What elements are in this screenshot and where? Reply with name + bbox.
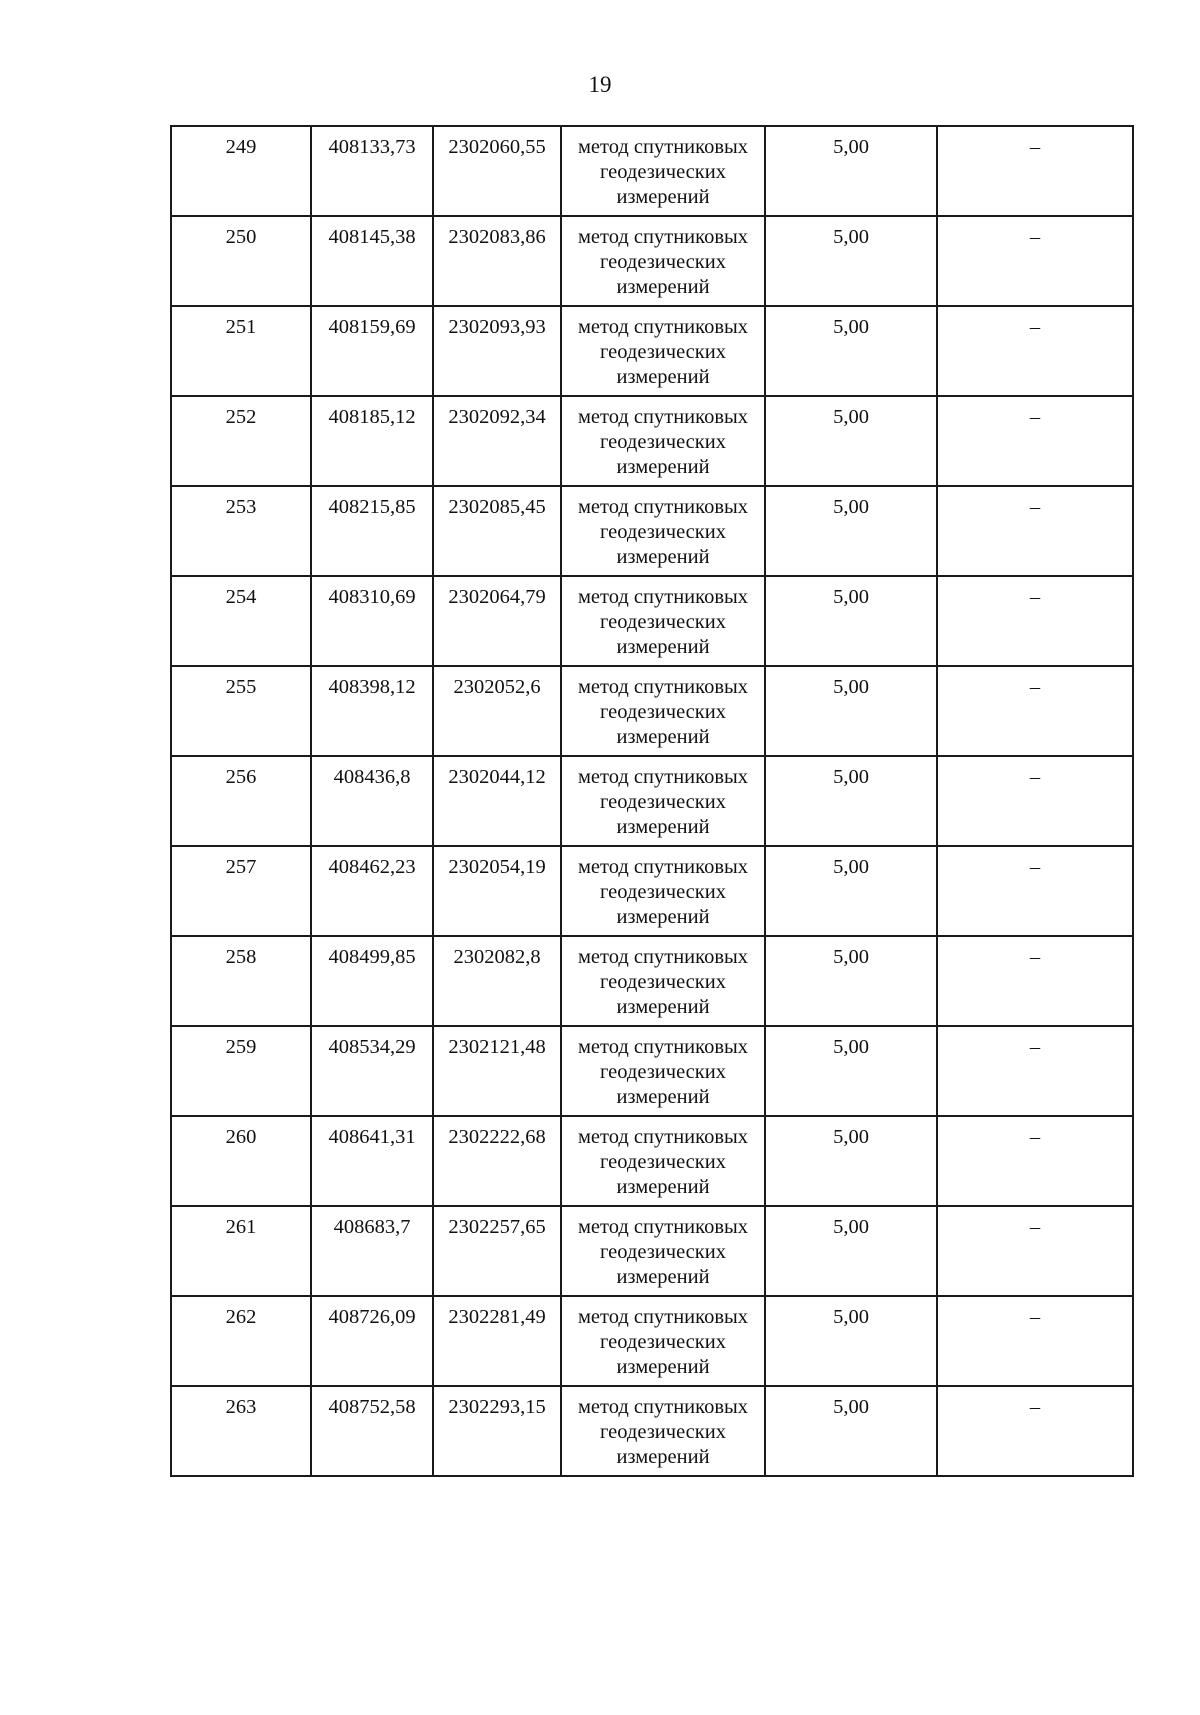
note-cell: – bbox=[937, 846, 1133, 936]
point-number-cell: 254 bbox=[171, 576, 311, 666]
accuracy-cell: 5,00 bbox=[765, 1206, 937, 1296]
note-cell: – bbox=[937, 1116, 1133, 1206]
y-coordinate-cell: 2302085,45 bbox=[433, 486, 561, 576]
table-row bbox=[171, 1026, 1133, 1116]
note-cell: – bbox=[937, 576, 1133, 666]
note-cell: – bbox=[937, 126, 1133, 216]
point-number-cell: 259 bbox=[171, 1026, 311, 1116]
method-cell: метод спутниковых геодезических измерений bbox=[561, 1386, 765, 1476]
table-row bbox=[171, 306, 1133, 396]
point-number-cell: 262 bbox=[171, 1296, 311, 1386]
note-cell: – bbox=[937, 1296, 1133, 1386]
point-number-cell: 261 bbox=[171, 1206, 311, 1296]
point-number-cell: 258 bbox=[171, 936, 311, 1026]
x-coordinate-cell: 408133,73 bbox=[311, 126, 433, 216]
accuracy-cell: 5,00 bbox=[765, 846, 937, 936]
point-number-cell: 249 bbox=[171, 126, 311, 216]
accuracy-cell: 5,00 bbox=[765, 126, 937, 216]
x-coordinate-cell: 408159,69 bbox=[311, 306, 433, 396]
accuracy-cell: 5,00 bbox=[765, 486, 937, 576]
method-cell: метод спутниковых геодезических измерений bbox=[561, 576, 765, 666]
note-cell: – bbox=[937, 396, 1133, 486]
accuracy-cell: 5,00 bbox=[765, 756, 937, 846]
method-cell: метод спутниковых геодезических измерений bbox=[561, 936, 765, 1026]
point-number-cell: 255 bbox=[171, 666, 311, 756]
point-number-cell: 253 bbox=[171, 486, 311, 576]
y-coordinate-cell: 2302060,55 bbox=[433, 126, 561, 216]
method-cell: метод спутниковых геодезических измерений bbox=[561, 486, 765, 576]
method-cell: метод спутниковых геодезических измерений bbox=[561, 846, 765, 936]
x-coordinate-cell: 408185,12 bbox=[311, 396, 433, 486]
method-cell: метод спутниковых геодезических измерений bbox=[561, 126, 765, 216]
x-coordinate-cell: 408534,29 bbox=[311, 1026, 433, 1116]
method-cell: метод спутниковых геодезических измерений bbox=[561, 666, 765, 756]
note-cell: – bbox=[937, 486, 1133, 576]
accuracy-cell: 5,00 bbox=[765, 216, 937, 306]
y-coordinate-cell: 2302281,49 bbox=[433, 1296, 561, 1386]
method-cell: метод спутниковых геодезических измерений bbox=[561, 1116, 765, 1206]
note-cell: – bbox=[937, 306, 1133, 396]
x-coordinate-cell: 408398,12 bbox=[311, 666, 433, 756]
y-coordinate-cell: 2302121,48 bbox=[433, 1026, 561, 1116]
table-row bbox=[171, 1206, 1133, 1296]
note-cell: – bbox=[937, 1026, 1133, 1116]
x-coordinate-cell: 408145,38 bbox=[311, 216, 433, 306]
accuracy-cell: 5,00 bbox=[765, 1116, 937, 1206]
note-cell: – bbox=[937, 1206, 1133, 1296]
table-row bbox=[171, 1116, 1133, 1206]
note-cell: – bbox=[937, 756, 1133, 846]
y-coordinate-cell: 2302044,12 bbox=[433, 756, 561, 846]
coordinates-table-body bbox=[171, 126, 1133, 1476]
y-coordinate-cell: 2302064,79 bbox=[433, 576, 561, 666]
accuracy-cell: 5,00 bbox=[765, 666, 937, 756]
y-coordinate-cell: 2302052,6 bbox=[433, 666, 561, 756]
point-number-cell: 251 bbox=[171, 306, 311, 396]
point-number-cell: 263 bbox=[171, 1386, 311, 1476]
accuracy-cell: 5,00 bbox=[765, 1296, 937, 1386]
x-coordinate-cell: 408310,69 bbox=[311, 576, 433, 666]
x-coordinate-cell: 408683,7 bbox=[311, 1206, 433, 1296]
method-cell: метод спутниковых геодезических измерений bbox=[561, 306, 765, 396]
accuracy-cell: 5,00 bbox=[765, 1026, 937, 1116]
table-row bbox=[171, 396, 1133, 486]
accuracy-cell: 5,00 bbox=[765, 1386, 937, 1476]
y-coordinate-cell: 2302054,19 bbox=[433, 846, 561, 936]
page-number: 19 bbox=[588, 72, 612, 97]
y-coordinate-cell: 2302257,65 bbox=[433, 1206, 561, 1296]
method-cell: метод спутниковых геодезических измерений bbox=[561, 216, 765, 306]
note-cell: – bbox=[937, 216, 1133, 306]
accuracy-cell: 5,00 bbox=[765, 306, 937, 396]
y-coordinate-cell: 2302083,86 bbox=[433, 216, 561, 306]
table-row bbox=[171, 1386, 1133, 1476]
table-row bbox=[171, 666, 1133, 756]
x-coordinate-cell: 408462,23 bbox=[311, 846, 433, 936]
method-cell: метод спутниковых геодезических измерений bbox=[561, 1026, 765, 1116]
method-cell: метод спутниковых геодезических измерений bbox=[561, 1206, 765, 1296]
x-coordinate-cell: 408752,58 bbox=[311, 1386, 433, 1476]
note-cell: – bbox=[937, 1386, 1133, 1476]
accuracy-cell: 5,00 bbox=[765, 576, 937, 666]
table-row bbox=[171, 756, 1133, 846]
method-cell: метод спутниковых геодезических измерений bbox=[561, 1296, 765, 1386]
table-row bbox=[171, 846, 1133, 936]
x-coordinate-cell: 408641,31 bbox=[311, 1116, 433, 1206]
point-number-cell: 252 bbox=[171, 396, 311, 486]
coordinates-table bbox=[170, 125, 1134, 1477]
table-row bbox=[171, 1296, 1133, 1386]
table-row bbox=[171, 576, 1133, 666]
note-cell: – bbox=[937, 666, 1133, 756]
table-row bbox=[171, 486, 1133, 576]
y-coordinate-cell: 2302093,93 bbox=[433, 306, 561, 396]
table-row bbox=[171, 126, 1133, 216]
x-coordinate-cell: 408726,09 bbox=[311, 1296, 433, 1386]
point-number-cell: 250 bbox=[171, 216, 311, 306]
x-coordinate-cell: 408215,85 bbox=[311, 486, 433, 576]
y-coordinate-cell: 2302293,15 bbox=[433, 1386, 561, 1476]
accuracy-cell: 5,00 bbox=[765, 396, 937, 486]
accuracy-cell: 5,00 bbox=[765, 936, 937, 1026]
point-number-cell: 260 bbox=[171, 1116, 311, 1206]
y-coordinate-cell: 2302092,34 bbox=[433, 396, 561, 486]
note-cell: – bbox=[937, 936, 1133, 1026]
y-coordinate-cell: 2302082,8 bbox=[433, 936, 561, 1026]
table-row bbox=[171, 936, 1133, 1026]
method-cell: метод спутниковых геодезических измерений bbox=[561, 396, 765, 486]
y-coordinate-cell: 2302222,68 bbox=[433, 1116, 561, 1206]
point-number-cell: 257 bbox=[171, 846, 311, 936]
table-row bbox=[171, 216, 1133, 306]
method-cell: метод спутниковых геодезических измерений bbox=[561, 756, 765, 846]
x-coordinate-cell: 408499,85 bbox=[311, 936, 433, 1026]
point-number-cell: 256 bbox=[171, 756, 311, 846]
x-coordinate-cell: 408436,8 bbox=[311, 756, 433, 846]
